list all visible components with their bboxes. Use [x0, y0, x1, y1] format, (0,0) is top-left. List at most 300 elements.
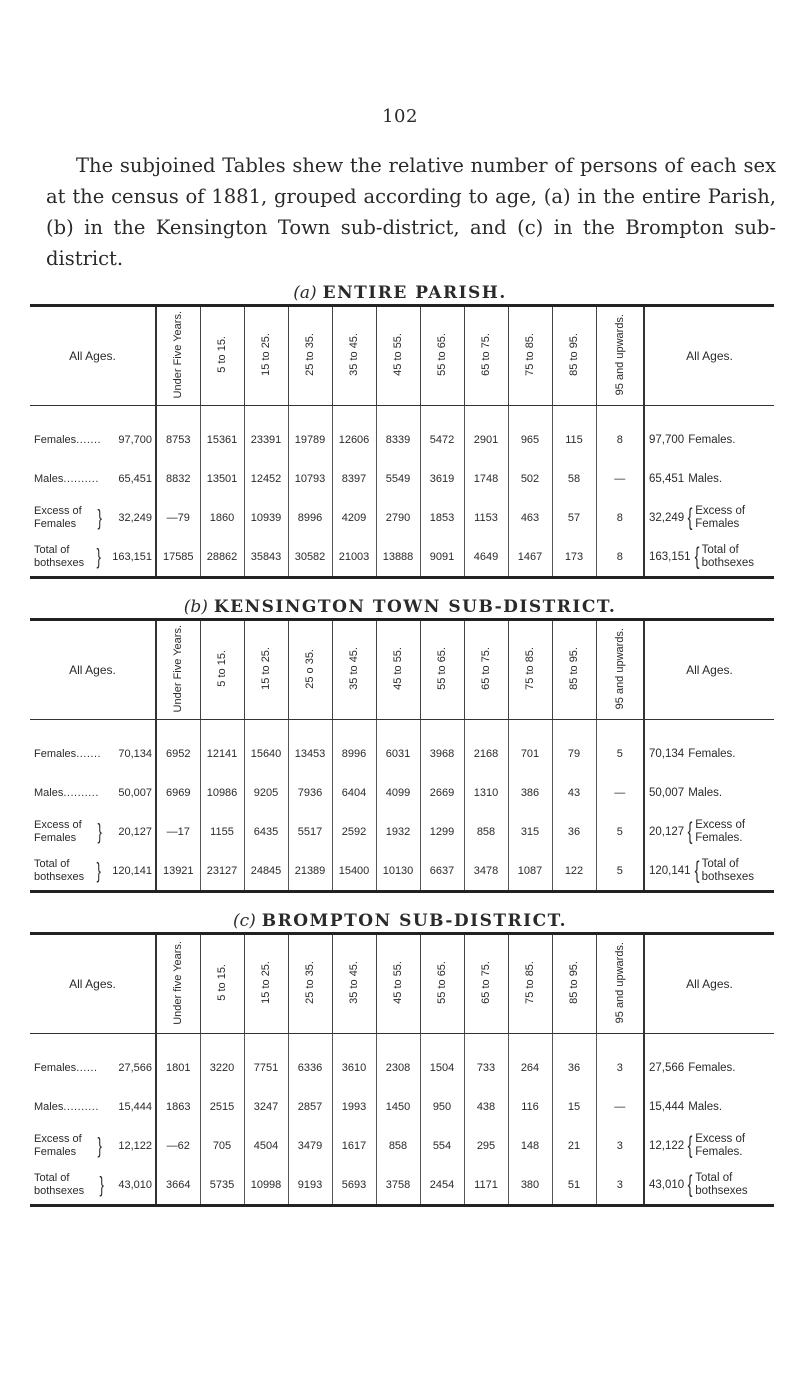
row-total: 120,141 — [112, 864, 152, 877]
all-ages-header-right: All Ages. — [644, 306, 774, 406]
cell-value: 3220 — [200, 1034, 244, 1088]
row-total-right: 43,010 — [649, 1178, 685, 1191]
census-table — [30, 932, 774, 1207]
age-column-header — [200, 934, 244, 1034]
cell-value: 8996 — [332, 720, 376, 774]
cell-value: 36 — [552, 812, 596, 851]
cell-value: 3 — [616, 1061, 623, 1074]
cell-value: 3758 — [376, 1165, 420, 1206]
row-total-right: 97,700 — [649, 433, 685, 446]
cell-value: 58 — [552, 459, 596, 498]
row-label-right-line2: Females — [695, 517, 740, 530]
row-label-text: Females — [34, 433, 77, 446]
row-label-right-line1: Total of — [701, 857, 739, 870]
age-column-label: 25 to 35. — [304, 333, 316, 376]
age-column-label: 55 to 65. — [436, 647, 448, 690]
cell-value: 705 — [200, 1126, 244, 1165]
cell-value: 5735 — [200, 1165, 244, 1206]
age-column-header — [376, 306, 420, 406]
brace-glyph: { — [687, 503, 693, 531]
cell-value: 15640 — [244, 720, 288, 774]
age-column-label: 55 to 65. — [436, 961, 448, 1004]
cell-value: 1153 — [464, 498, 508, 537]
row-label-right — [644, 851, 774, 892]
cell-value: 3 — [616, 1139, 623, 1152]
cell-value: 463 — [508, 498, 552, 537]
age-column-label: 95 and upwards. — [613, 313, 626, 396]
row-label-line1: Total of — [34, 1171, 70, 1184]
header-row — [30, 934, 774, 1034]
age-column-label: 95 and upwards. — [613, 941, 626, 1024]
age-column-label: 35 to 45. — [348, 333, 360, 376]
table-kensington-town — [30, 596, 770, 893]
age-column-label: 15 to 25. — [260, 647, 272, 690]
row-label-text: Females — [34, 1061, 77, 1074]
age-column-label: Under Five Years. — [172, 310, 185, 399]
cell-value: 1310 — [464, 773, 508, 812]
table-row — [30, 406, 774, 460]
cell-value: 13921 — [156, 851, 200, 892]
row-total: 20,127 — [118, 825, 152, 838]
cell-value: 1853 — [420, 498, 464, 537]
cell-value: 733 — [464, 1034, 508, 1088]
row-total: 43,010 — [118, 1178, 152, 1191]
cell-value: 5 — [616, 864, 623, 877]
age-column-label: 85 to 95. — [568, 333, 580, 376]
age-column-header — [288, 934, 332, 1034]
age-column-header — [156, 620, 200, 720]
table-title-text: ENTIRE PARISH. — [322, 283, 507, 303]
cell-value: 264 — [508, 1034, 552, 1088]
age-column-label: 15 to 25. — [260, 961, 272, 1004]
table-row — [30, 537, 774, 578]
cell-value: 28862 — [200, 537, 244, 578]
cell-value: 79 — [552, 720, 596, 774]
cell-value: 3479 — [288, 1126, 332, 1165]
cell-value: 5 — [616, 825, 623, 838]
cell-value: 3247 — [244, 1087, 288, 1126]
cell-value: 6404 — [332, 773, 376, 812]
cell-value: 3478 — [464, 851, 508, 892]
age-column-header — [332, 306, 376, 406]
age-column-label: 45 to 55. — [392, 647, 404, 690]
cell-value: 1504 — [420, 1034, 464, 1088]
age-column-label: Under five Years. — [172, 940, 185, 1025]
cell-value: 10998 — [244, 1165, 288, 1206]
cell-value: 5472 — [420, 406, 464, 460]
cell-value: 1860 — [200, 498, 244, 537]
age-column-header — [464, 306, 508, 406]
leader-dots: ....... — [76, 433, 102, 446]
row-label-right-text: Males. — [688, 472, 723, 485]
table-row — [30, 1126, 774, 1165]
brace-glyph: } — [95, 857, 101, 883]
row-label-text: Males — [34, 1100, 64, 1113]
age-column-label: 5 to 15. — [216, 964, 228, 1001]
cell-value: 4649 — [464, 537, 508, 578]
cell-value: 21389 — [288, 851, 332, 892]
cell-value: 315 — [508, 812, 552, 851]
brace-glyph: { — [687, 817, 693, 845]
cell-value: 1801 — [156, 1034, 200, 1088]
age-column-label: 65 to 75. — [480, 333, 492, 376]
cell-value: 6031 — [376, 720, 420, 774]
row-label-right — [644, 1126, 774, 1165]
age-column-header — [288, 620, 332, 720]
row-label — [30, 1126, 156, 1165]
cell-value: 10939 — [244, 498, 288, 537]
row-total-right: 15,444 — [649, 1100, 685, 1113]
brace-glyph: } — [99, 1171, 104, 1197]
cell-value: 8 — [616, 550, 623, 563]
cell-value: 295 — [464, 1126, 508, 1165]
cell-value: 4209 — [332, 498, 376, 537]
table-row — [30, 459, 774, 498]
cell-value: 21003 — [332, 537, 376, 578]
age-column-header — [464, 620, 508, 720]
age-column-header — [552, 934, 596, 1034]
cell-value: 51 — [552, 1165, 596, 1206]
row-label — [30, 1087, 156, 1126]
row-label-right — [644, 1165, 774, 1206]
age-column-header — [596, 620, 644, 720]
leader-dots: .......... — [63, 786, 99, 799]
all-ages-header: All Ages. — [30, 306, 156, 406]
row-label-right-line2: Females. — [695, 1145, 743, 1158]
age-column-label: 75 to 85. — [524, 647, 536, 690]
brace-glyph: } — [97, 504, 103, 530]
row-total: 97,700 — [118, 433, 152, 446]
cell-value: 21 — [552, 1126, 596, 1165]
cell-value: 122 — [552, 851, 596, 892]
row-label-right-line2: bothsexes — [701, 870, 755, 883]
cell-value: 5693 — [332, 1165, 376, 1206]
age-column-header — [332, 934, 376, 1034]
cell-value: —17 — [156, 812, 200, 851]
row-total-right: 50,007 — [649, 786, 685, 799]
cell-value: 8753 — [156, 406, 200, 460]
cell-value: 35843 — [244, 537, 288, 578]
cell-value: 8339 — [376, 406, 420, 460]
age-column-header — [508, 306, 552, 406]
cell-value: 19789 — [288, 406, 332, 460]
table-row — [30, 1087, 774, 1126]
row-label — [30, 537, 156, 578]
row-label-right-line1: Excess of — [695, 1132, 746, 1145]
cell-value: 1617 — [332, 1126, 376, 1165]
cell-value: 6637 — [420, 851, 464, 892]
table-title — [30, 596, 770, 618]
cell-value: 13501 — [200, 459, 244, 498]
cell-value: 858 — [376, 1126, 420, 1165]
age-column-header — [332, 620, 376, 720]
cell-value: 36 — [552, 1034, 596, 1088]
cell-value: 13453 — [288, 720, 332, 774]
cell-value: 965 — [508, 406, 552, 460]
age-column-label: 25 to 35. — [304, 961, 316, 1004]
cell-value: 8996 — [288, 498, 332, 537]
cell-value: 57 — [552, 498, 596, 537]
row-label-right — [644, 812, 774, 851]
age-column-header — [508, 620, 552, 720]
census-table — [30, 304, 774, 579]
cell-value: 13888 — [376, 537, 420, 578]
table-title — [30, 282, 770, 304]
cell-value: 2168 — [464, 720, 508, 774]
row-label-line2: bothsexes — [34, 556, 85, 569]
cell-value: 12141 — [200, 720, 244, 774]
row-label-right-text: Males. — [688, 786, 723, 799]
table-row — [30, 773, 774, 812]
cell-value: 23127 — [200, 851, 244, 892]
cell-value: 438 — [464, 1087, 508, 1126]
cell-value: 2857 — [288, 1087, 332, 1126]
row-label-text: Males — [34, 472, 64, 485]
cell-value: 1748 — [464, 459, 508, 498]
row-label-right-line1: Total of — [701, 543, 739, 556]
cell-value: 502 — [508, 459, 552, 498]
cell-value: 1155 — [200, 812, 244, 851]
cell-value: 1450 — [376, 1087, 420, 1126]
table-brompton — [30, 910, 770, 1207]
row-label-right-text: Females. — [688, 433, 736, 446]
cell-value: 2454 — [420, 1165, 464, 1206]
row-label-text: Females — [34, 747, 77, 760]
brace-glyph: } — [97, 1132, 103, 1158]
row-label-right — [644, 1087, 774, 1126]
row-label — [30, 459, 156, 498]
table-row — [30, 1034, 774, 1088]
cell-value: 17585 — [156, 537, 200, 578]
row-label-right-text: Females. — [688, 1061, 736, 1074]
cell-value: 1087 — [508, 851, 552, 892]
row-total-right: 70,134 — [649, 747, 685, 760]
row-label — [30, 406, 156, 460]
age-column-header — [200, 306, 244, 406]
age-column-header — [508, 934, 552, 1034]
cell-value: 4099 — [376, 773, 420, 812]
age-column-header — [596, 306, 644, 406]
age-column-header — [244, 620, 288, 720]
row-label-right-text: Females. — [688, 747, 736, 760]
cell-value: 10793 — [288, 459, 332, 498]
cell-value: 7751 — [244, 1034, 288, 1088]
row-total: 32,249 — [118, 511, 152, 524]
row-label-right — [644, 1034, 774, 1088]
cell-value: 9091 — [420, 537, 464, 578]
cell-value: 2901 — [464, 406, 508, 460]
age-column-label: 15 to 25. — [260, 333, 272, 376]
row-label-line2: Females — [34, 517, 77, 530]
cell-value: 12452 — [244, 459, 288, 498]
table-label: (b) — [183, 597, 208, 617]
all-ages-header: All Ages. — [30, 620, 156, 720]
cell-value: 554 — [420, 1126, 464, 1165]
cell-value: 7936 — [288, 773, 332, 812]
all-ages-header-right: All Ages. — [644, 934, 774, 1034]
row-label-right — [644, 459, 774, 498]
cell-value: — — [614, 472, 626, 485]
row-label-line2: bothsexes — [34, 1184, 85, 1197]
table-row — [30, 812, 774, 851]
table-title-text: BROMPTON SUB-DISTRICT. — [261, 911, 568, 931]
cell-value: 3619 — [420, 459, 464, 498]
row-label — [30, 812, 156, 851]
age-column-label: Under Five Years. — [172, 624, 185, 713]
cell-value: 115 — [552, 406, 596, 460]
age-column-label: 5 to 15. — [216, 336, 228, 373]
age-column-label: 65 to 75. — [480, 961, 492, 1004]
age-column-label: 85 to 95. — [568, 647, 580, 690]
row-label-line1: Excess of — [34, 504, 82, 517]
row-total-right: 120,141 — [649, 864, 691, 877]
cell-value: 4504 — [244, 1126, 288, 1165]
age-column-label: 25 o 35. — [304, 648, 316, 689]
cell-value: 6952 — [156, 720, 200, 774]
row-label-right-line2: bothsexes — [701, 556, 755, 569]
cell-value: 1171 — [464, 1165, 508, 1206]
cell-value: 24845 — [244, 851, 288, 892]
cell-value: 12606 — [332, 406, 376, 460]
row-label-line1: Total of — [34, 857, 70, 870]
row-label-right — [644, 537, 774, 578]
row-total-right: 32,249 — [649, 511, 685, 524]
age-column-label: 45 to 55. — [392, 333, 404, 376]
brace-glyph: } — [95, 543, 101, 569]
row-label-right — [644, 406, 774, 460]
row-total: 65,451 — [118, 472, 152, 485]
row-label-text: Males — [34, 786, 64, 799]
all-ages-header-right: All Ages. — [644, 620, 774, 720]
age-column-label: 75 to 85. — [524, 333, 536, 376]
cell-value: 15400 — [332, 851, 376, 892]
table-row — [30, 851, 774, 892]
row-label-right-line1: Excess of — [695, 818, 746, 831]
age-column-label: 75 to 85. — [524, 961, 536, 1004]
row-label — [30, 498, 156, 537]
cell-value: — — [614, 786, 626, 799]
cell-value: 858 — [464, 812, 508, 851]
row-label — [30, 773, 156, 812]
row-total-right: 20,127 — [649, 825, 685, 838]
cell-value: 5517 — [288, 812, 332, 851]
age-column-header — [288, 306, 332, 406]
row-total: 27,566 — [118, 1061, 152, 1074]
cell-value: 6336 — [288, 1034, 332, 1088]
leader-dots: ....... — [76, 747, 102, 760]
row-total: 50,007 — [118, 786, 152, 799]
age-column-header — [552, 620, 596, 720]
cell-value: 701 — [508, 720, 552, 774]
cell-value: 8 — [616, 433, 623, 446]
age-column-header — [464, 934, 508, 1034]
row-label — [30, 1165, 156, 1206]
leader-dots: .......... — [63, 472, 99, 485]
cell-value: —62 — [156, 1126, 200, 1165]
row-total-right: 65,451 — [649, 472, 685, 485]
cell-value: 2592 — [332, 812, 376, 851]
cell-value: 2669 — [420, 773, 464, 812]
age-column-header — [596, 934, 644, 1034]
age-column-header — [376, 934, 420, 1034]
cell-value: 2790 — [376, 498, 420, 537]
age-column-header — [156, 934, 200, 1034]
cell-value: 6435 — [244, 812, 288, 851]
row-label-right-line2: bothsexes — [695, 1184, 748, 1197]
cell-value: 148 — [508, 1126, 552, 1165]
cell-value: 15 — [552, 1087, 596, 1126]
cell-value: 8 — [616, 511, 623, 524]
age-column-label: 45 to 55. — [392, 961, 404, 1004]
cell-value: 10130 — [376, 851, 420, 892]
age-column-label: 35 to 45. — [348, 647, 360, 690]
row-label-right — [644, 773, 774, 812]
brace-glyph: } — [97, 818, 103, 844]
table-title-text: KENSINGTON TOWN SUB-DISTRICT. — [213, 597, 617, 617]
age-column-label: 95 and upwards. — [613, 627, 626, 710]
cell-value: 9205 — [244, 773, 288, 812]
row-total: 70,134 — [118, 747, 152, 760]
header-row — [30, 620, 774, 720]
row-label-line2: Females — [34, 1145, 77, 1158]
table-row — [30, 1165, 774, 1206]
cell-value: 43 — [552, 773, 596, 812]
table-title — [30, 910, 770, 932]
cell-value: 380 — [508, 1165, 552, 1206]
all-ages-header: All Ages. — [30, 934, 156, 1034]
row-label-line1: Excess of — [34, 818, 82, 831]
row-label-right-line1: Excess of — [695, 504, 746, 517]
cell-value: 8397 — [332, 459, 376, 498]
cell-value: —79 — [156, 498, 200, 537]
header-row — [30, 306, 774, 406]
cell-value: 8832 — [156, 459, 200, 498]
row-label — [30, 851, 156, 892]
census-table — [30, 618, 774, 893]
row-label-line2: bothsexes — [34, 870, 85, 883]
leader-dots: ...... — [76, 1061, 98, 1074]
table-row — [30, 720, 774, 774]
cell-value: 173 — [552, 537, 596, 578]
cell-value: 3610 — [332, 1034, 376, 1088]
brace-glyph: { — [694, 542, 699, 570]
row-total: 12,122 — [118, 1139, 152, 1152]
cell-value: 386 — [508, 773, 552, 812]
row-total: 15,444 — [118, 1100, 152, 1113]
cell-value: 3664 — [156, 1165, 200, 1206]
row-total-right: 12,122 — [649, 1139, 685, 1152]
row-label — [30, 720, 156, 774]
row-total-right: 163,151 — [649, 550, 691, 563]
intro-paragraph — [46, 150, 776, 274]
age-column-header — [420, 934, 464, 1034]
brace-glyph: { — [687, 1131, 693, 1159]
cell-value: 5549 — [376, 459, 420, 498]
cell-value: 9193 — [288, 1165, 332, 1206]
age-column-header — [156, 306, 200, 406]
age-column-header — [244, 934, 288, 1034]
cell-value: 10986 — [200, 773, 244, 812]
age-column-label: 85 to 95. — [568, 961, 580, 1004]
row-label-line1: Excess of — [34, 1132, 82, 1145]
row-label-line2: Females — [34, 831, 77, 844]
cell-value: 23391 — [244, 406, 288, 460]
table-label: (a) — [293, 283, 317, 303]
brace-glyph: { — [694, 856, 699, 884]
table-entire-parish — [30, 282, 770, 579]
cell-value: 2515 — [200, 1087, 244, 1126]
intro-text: The subjoined Tables shew the relative number of persons of each sex at the census of 1881, grouped according to age, (a) in the entire Parish, (b) in the Kensington Town sub-district, and (c) in the Brompton sub-district. — [46, 154, 776, 270]
